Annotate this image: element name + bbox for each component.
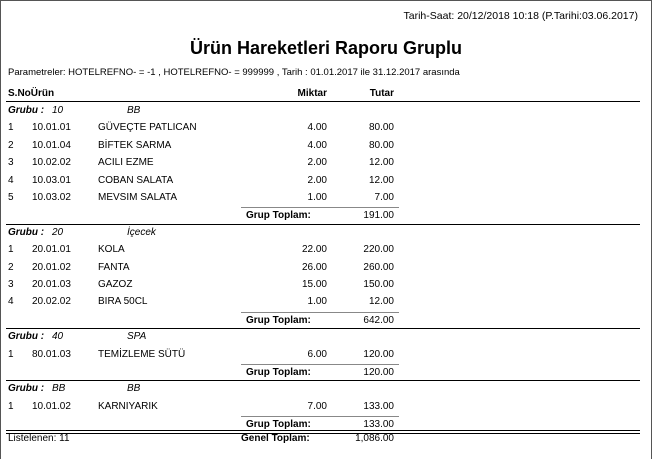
row-product-code: 10.01.02 [32, 400, 71, 412]
group-code: 10 [52, 105, 64, 116]
row-product-code: 20.02.02 [32, 296, 71, 308]
row-amount: 80.00 [368, 122, 394, 134]
group-name: BB [127, 383, 141, 395]
row-amount: 150.00 [363, 279, 394, 290]
group-total-label: Grup Toplam: [246, 419, 311, 431]
row-quantity: 2.00 [307, 174, 327, 186]
row-quantity: 26.00 [301, 261, 327, 273]
row-amount: 12.00 [368, 157, 394, 169]
grand-total-value: 1,086.00 [355, 433, 394, 444]
group-total-value: 133.00 [363, 419, 394, 431]
group-total-divider [241, 364, 399, 365]
group-name: SPA [127, 331, 147, 343]
row-product-name: FANTA [98, 261, 130, 273]
group-total-value: 191.00 [363, 210, 394, 222]
row-product-code: 10.03.02 [32, 192, 71, 203]
group-code: 40 [52, 331, 64, 343]
row-number: 1 [8, 244, 14, 256]
row-amount: 133.00 [363, 400, 394, 412]
group-total-divider [241, 416, 399, 417]
row-product-name: TEMİZLEME SÜTÜ [98, 348, 186, 360]
row-product-code: 10.01.01 [32, 122, 71, 134]
footer-divider [6, 430, 640, 431]
row-number: 5 [8, 192, 14, 203]
row-amount: 7.00 [374, 192, 394, 203]
row-number: 3 [8, 279, 14, 290]
group-divider [6, 380, 640, 381]
group-name: İçecek [127, 226, 156, 238]
row-product-name: GÜVEÇTE PATLICAN [98, 122, 197, 134]
header-divider [6, 101, 640, 102]
group-label: Grubu : [8, 226, 45, 238]
row-amount: 120.00 [363, 348, 394, 360]
page-border-top [0, 0, 652, 1]
group-label: Grubu : [8, 331, 45, 343]
report-date-line: Tarih-Saat: 20/12/2018 10:18 (P.Tarihi:03.06.2017) [403, 10, 638, 22]
report-parameters: Parametreler: HOTELREFNO- = -1 , HOTELREFNO- = 999999 , Tarih : 01.01.2017 ile 31.12.2017 arasında [8, 67, 460, 78]
row-number: 3 [8, 157, 14, 169]
row-number: 2 [8, 139, 14, 151]
group-divider [6, 328, 640, 329]
row-product-name: COBAN SALATA [98, 174, 174, 186]
row-quantity: 1.00 [307, 192, 327, 203]
row-amount: 12.00 [368, 174, 394, 186]
row-amount: 260.00 [363, 261, 394, 273]
row-quantity: 1.00 [307, 296, 327, 308]
column-header-miktar: Miktar [297, 88, 327, 99]
row-product-name: BIRA 50CL [98, 296, 148, 308]
report-title: Ürün Hareketleri Raporu Gruplu [189, 38, 463, 58]
row-product-name: KARNIYARIK [98, 400, 158, 412]
group-label: Grubu : [8, 105, 45, 116]
row-product-name: ACILI EZME [98, 157, 154, 169]
row-quantity: 15.00 [301, 279, 327, 290]
row-quantity: 2.00 [307, 157, 327, 169]
listed-count: Listelenen: 11 [8, 433, 70, 444]
grand-total-label: Genel Toplam: [241, 433, 310, 444]
row-number: 1 [8, 400, 14, 412]
column-header-tutar: Tutar [369, 88, 394, 99]
group-code: 20 [52, 226, 64, 238]
row-product-name: BİFTEK SARMA [98, 139, 172, 151]
group-divider [6, 433, 640, 434]
row-product-name: MEVSIM SALATA [98, 192, 178, 203]
row-number: 4 [8, 174, 14, 186]
row-quantity: 7.00 [307, 400, 327, 412]
group-total-divider [241, 207, 399, 208]
row-product-code: 10.03.01 [32, 174, 71, 186]
column-header-no-urun: S.NoÜrün [8, 88, 55, 99]
group-total-value: 642.00 [363, 314, 394, 326]
group-label: Grubu : [8, 383, 45, 395]
group-total-value: 120.00 [363, 367, 394, 378]
row-product-name: GAZOZ [98, 279, 133, 290]
row-product-code: 80.01.03 [32, 348, 71, 360]
group-total-label: Grup Toplam: [246, 314, 311, 326]
row-product-code: 10.02.02 [32, 157, 71, 169]
row-amount: 80.00 [368, 139, 394, 151]
group-code: BB [52, 383, 66, 395]
row-number: 2 [8, 261, 14, 273]
row-product-name: KOLA [98, 244, 125, 256]
row-product-code: 10.01.04 [32, 139, 71, 151]
row-quantity: 4.00 [307, 139, 327, 151]
row-quantity: 22.00 [301, 244, 327, 256]
row-quantity: 4.00 [307, 122, 327, 134]
row-quantity: 6.00 [307, 348, 327, 360]
row-number: 4 [8, 296, 14, 308]
row-amount: 220.00 [363, 244, 394, 256]
row-product-code: 20.01.02 [32, 261, 71, 273]
row-number: 1 [8, 348, 14, 360]
row-product-code: 20.01.03 [32, 279, 71, 290]
row-amount: 12.00 [368, 296, 394, 308]
group-divider [6, 224, 640, 225]
row-product-code: 20.01.01 [32, 244, 71, 256]
group-total-label: Grup Toplam: [246, 367, 311, 378]
row-number: 1 [8, 122, 14, 134]
group-total-divider [241, 312, 399, 313]
group-name: BB [127, 105, 141, 116]
group-total-label: Grup Toplam: [246, 210, 311, 222]
page-border-left [0, 0, 1, 459]
